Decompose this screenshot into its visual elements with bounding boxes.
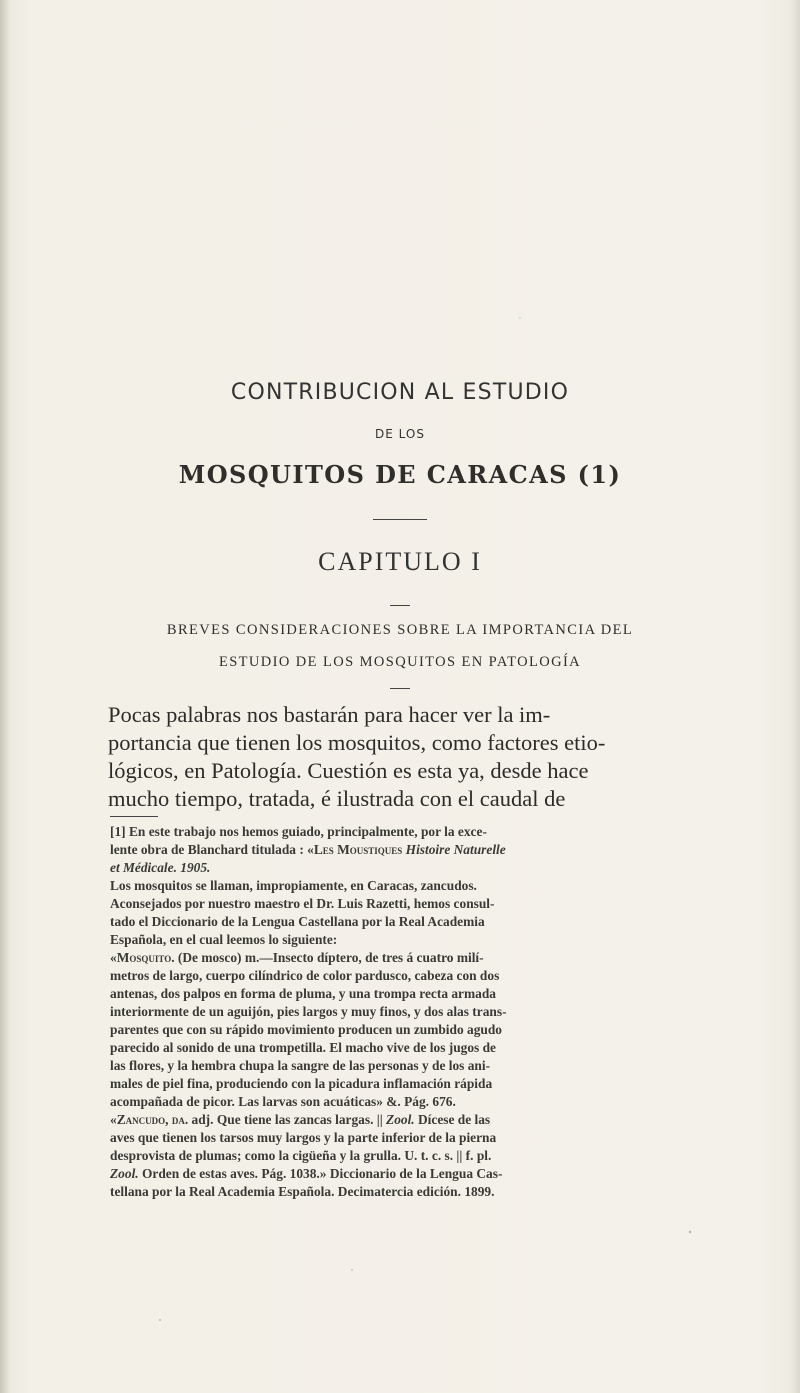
footnote-divider [110,816,158,817]
footnote-line: acompañada de picor. Las larvas son acuáticas» &. Pág. 676. [110,1094,456,1109]
footnote-line: metros de largo, cuerpo cilíndrico de color pardusco, cabeza con dos [110,968,500,983]
footnote-line: las flores, y la hembra chupa la sangre de las personas y de los ani- [110,1058,491,1073]
footnote-line: desprovista de plumas; como la cigüeña y la grulla. U. t. c. s. || f. pl. [110,1148,492,1163]
footnote-line [110,1166,700,1182]
footnote-line: Aconsejados por nuestro maestro el Dr. Luis Razetti, hemos consul- [110,896,495,911]
document-title: CONTRIBUCION AL ESTUDIO [230,380,570,405]
document-subtitle: MOSQUITOS DE CARACAS (1) [178,460,622,489]
footnote-line: males de piel fina, produciendo con la picadura inflamación rápida [110,1076,493,1091]
dictionary-entry-term: Mosquito. [116,950,175,965]
footnote-line [110,842,700,858]
body-text-line: portancia que tienen los mosquitos, como factores etio- [108,730,606,755]
section-heading-line-2: ESTUDIO DE LOS MOSQUITOS EN PATOLOGÍA [218,654,582,670]
abbreviation-italic: Zool. [386,1112,415,1127]
footnote-line: parecido al sonido de una trompetilla. El macho vive de los jugos de [110,1040,497,1055]
abbreviation-italic: Zool. [110,1166,139,1181]
footnote-line: aves que tienen los tarsos muy largos y la parte inferior de la pierna [110,1130,497,1145]
footnote-text: lente obra de Blanchard titulada : « [110,842,314,857]
footnote-line: tellana por la Real Academia Española. Decimatercia edición. 1899. [110,1184,495,1199]
footnote-line: parentes que con su rápido movimiento producen un zumbido agudo [110,1022,502,1037]
section-heading-line-1: BREVES CONSIDERACIONES SOBRE LA IMPORTANCIA DEL [166,622,634,638]
dictionary-entry-text: adj. Que tiene las zancas largas. || [188,1112,387,1127]
footnote-line: antenas, dos palpos en forma de pluma, y una trompa recta armada [110,986,496,1001]
footnote-line: Española, en el cual leemos lo siguiente: [110,932,338,947]
book-title-italic: Histoire Naturelle [405,842,506,857]
dictionary-entry-text: Orden de estas aves. Pág. 1038.» Diccionario de la Lengua Cas- [138,1166,503,1181]
footnote-line: tado el Diccionario de la Lengua Castellana por la Real Academia [110,914,485,929]
body-text-line: Pocas palabras nos bastarán para hacer ver la im- [108,702,551,727]
title-divider [373,519,427,520]
body-text-line: lógicos, en Patología. Cuestión es esta ya, desde hace [108,758,589,783]
dictionary-entry-term: Zancudo, da. [116,1112,189,1127]
title-connector: DE LOS [375,427,425,441]
chapter-divider [390,605,410,606]
quote-mark: « [110,950,117,965]
chapter-label: CAPITULO I [318,547,482,576]
footnote-line: [1] En este trabajo nos hemos guiado, principalmente, por la exce- [110,824,487,839]
book-title: Les Moustiques [313,842,403,857]
page-edge-shadow-right [790,0,800,1393]
dictionary-entry-text: (De mosco) m.—Insecto díptero, de tres á cuatro milí- [174,950,484,965]
heading-divider [390,688,410,689]
footnote-line [110,950,700,966]
footnote-line: interiormente de un aguijón, pies largos y muy finos, y dos alas trans- [110,1004,507,1019]
footnote-line: et Médicale. 1905. [110,860,211,875]
quote-mark: « [110,1112,117,1127]
footnote-line [110,1112,700,1128]
page-edge-shadow [0,0,10,1393]
dictionary-entry-text: Dícese de las [414,1112,491,1127]
footnote-line: Los mosquitos se llaman, impropiamente, en Caracas, zancudos. [110,878,477,893]
body-text-line: mucho tiempo, tratada, é ilustrada con el caudal de [108,786,566,811]
